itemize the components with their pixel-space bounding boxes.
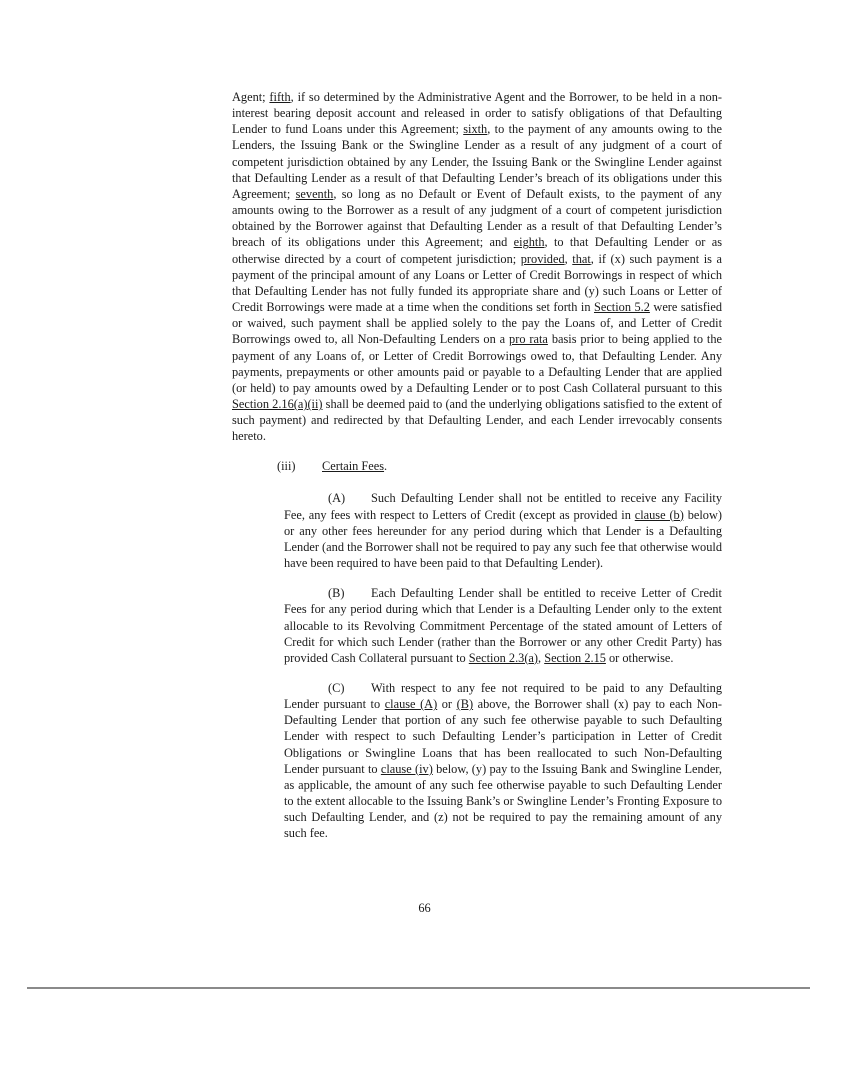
page-number: 66 — [418, 901, 431, 915]
clause-b — [232, 585, 722, 666]
cross-reference: clause (iv) — [380, 761, 433, 776]
text-run: or — [437, 697, 457, 712]
cross-reference: eighth — [513, 235, 545, 250]
text-run: , to the payment of any amounts owing to the Lenders, the Issuing Bank or the Swingline Lender as a result of any judgment of a court of competent jurisdiction obtained by any Lender, the Issuing Bank or the Swingline Lender against that Defaulting Lender as a result of that Defaulting Lender’s breach of its obligations under this Agreement; — [232, 122, 722, 201]
cross-reference: (B) — [456, 697, 474, 712]
cross-reference: seventh — [295, 186, 334, 201]
page-bottom-divider — [27, 987, 810, 989]
cross-reference: clause (b) — [634, 507, 684, 522]
text-run: below, (y) pay to the Issuing Bank and Swingline Lender, as applicable, the amount of any such fee otherwise payable to such Defaulting Lender to the extent allocable to the Issuing Bank’s or Swingline Lender’s Fronting Exposure to such Defaulting Lender, and (z) not be required to pay the remaining amount of any such fee. — [284, 761, 722, 841]
clause-b-label: (B) — [328, 586, 345, 601]
clause-c — [232, 680, 722, 842]
text-run: , — [564, 251, 573, 266]
text-run: , if so determined by the Administrative Agent and the Borrower, to be held in a non-interest bearing deposit account and released in order to satisfy obligations of that Defaulting Lender to fund Loans under this Agreement; — [232, 90, 722, 137]
subsection-title-suffix: . — [384, 459, 388, 474]
paragraph-defaulting-lender-payments — [232, 89, 722, 444]
text-run: , — [538, 650, 545, 665]
text-run: were satisfied or waived, such payment shall be applied solely to the pay the Loans of, and Letter of Credit Borrowings owed to, all Non-Defaulting Lenders on a — [232, 300, 722, 347]
cross-reference: fifth — [269, 90, 291, 104]
text-run: basis prior to being applied to the payment of any Loans of, or Letter of Credit Borrowings owed to, that Defaulting Lender. Any payments, prepayments or other amounts paid or payable to a Defaulting Lender that are applied (or held) to pay amounts owed by a Defaulting Lender or to post Cash Collateral pursuant to this — [232, 332, 722, 395]
text-run: or otherwise. — [605, 650, 674, 665]
clause-a — [232, 490, 722, 571]
cross-reference: Section 5.2 — [593, 300, 650, 315]
text-run: below) or any other fees hereunder for any period during which that Lender is a Defaulting Lender (and the Borrower shall not be required to pay any such fee that otherwise would have been required to have been paid to that Defaulting Lender). — [284, 507, 722, 571]
text-run: With respect to any fee not required to be paid to any Defaulting Lender pursuant to — [284, 681, 722, 712]
document-page — [232, 89, 722, 842]
text-run: Each Defaulting Lender shall be entitled to receive Letter of Credit Fees for any period during which that Lender is a Defaulting Lender only to the extent allocable to its Revolving Commitment Percentage of the stated amount of Letters of Credit for which such Lender (rather than the Borrower or any other Credit Party) has provided Cash Collateral pursuant to — [284, 586, 722, 665]
subsection-number: (iii) — [277, 459, 296, 474]
cross-reference: sixth — [463, 122, 488, 137]
text-run: , so long as no Default or Event of Default exists, to the payment of any amounts owing to the Borrower as a result of any judgment of a court of competent jurisdiction obtained by the Borrower against that Defaulting Lender as a result of that Defaulting Lender’s breach of its obligations under this Agreement; and — [232, 186, 722, 250]
cross-reference: Section 2.16(a)(ii) — [232, 396, 323, 411]
cross-reference: Section 2.15 — [544, 650, 606, 665]
text-run: , to that Defaulting Lender or as otherwise directed by a court of competent jurisdiction; — [232, 235, 722, 266]
clause-c-text — [284, 681, 722, 840]
cross-reference: pro rata — [509, 332, 548, 347]
cross-reference: clause (A) — [384, 697, 438, 712]
text-run: , if (x) such payment is a payment of the principal amount of any Loans or Letter of Credit Borrowings in respect of which that Defaulting Lender has not fully funded its appropriate share and (y) such Loans or Letter of Credit Borrowings were made at a time when the conditions set forth in — [232, 251, 722, 315]
text-run: shall be deemed paid to (and the underlying obligations satisfied to the extent of such payment) and redirected by that Defaulting Lender, and each Lender irrevocably consents hereto. — [232, 396, 722, 444]
text-run: Agent; — [232, 90, 270, 104]
subsection-heading-certain-fees — [232, 458, 722, 476]
subsection-title: Certain Fees — [322, 459, 385, 474]
clause-a-label: (A) — [328, 491, 346, 506]
cross-reference: provided — [520, 251, 565, 266]
text-run: above, the Borrower shall (x) pay to each Non-Defaulting Lender that portion of any such fee otherwise payable to such Defaulting Lender with respect to such Defaulting Lender’s participation in Letter of Credit Obligations or Swingline Loans that has been reallocated to such Non-Defaulting Lender pursuant to — [284, 697, 722, 776]
cross-reference: that — [572, 251, 591, 266]
cross-reference: Section 2.3(a) — [468, 650, 539, 665]
clause-c-label: (C) — [328, 681, 345, 695]
text-run: Such Defaulting Lender shall not be entitled to receive any Facility Fee, any fees with respect to Letters of Credit (except as provided in — [284, 491, 722, 522]
